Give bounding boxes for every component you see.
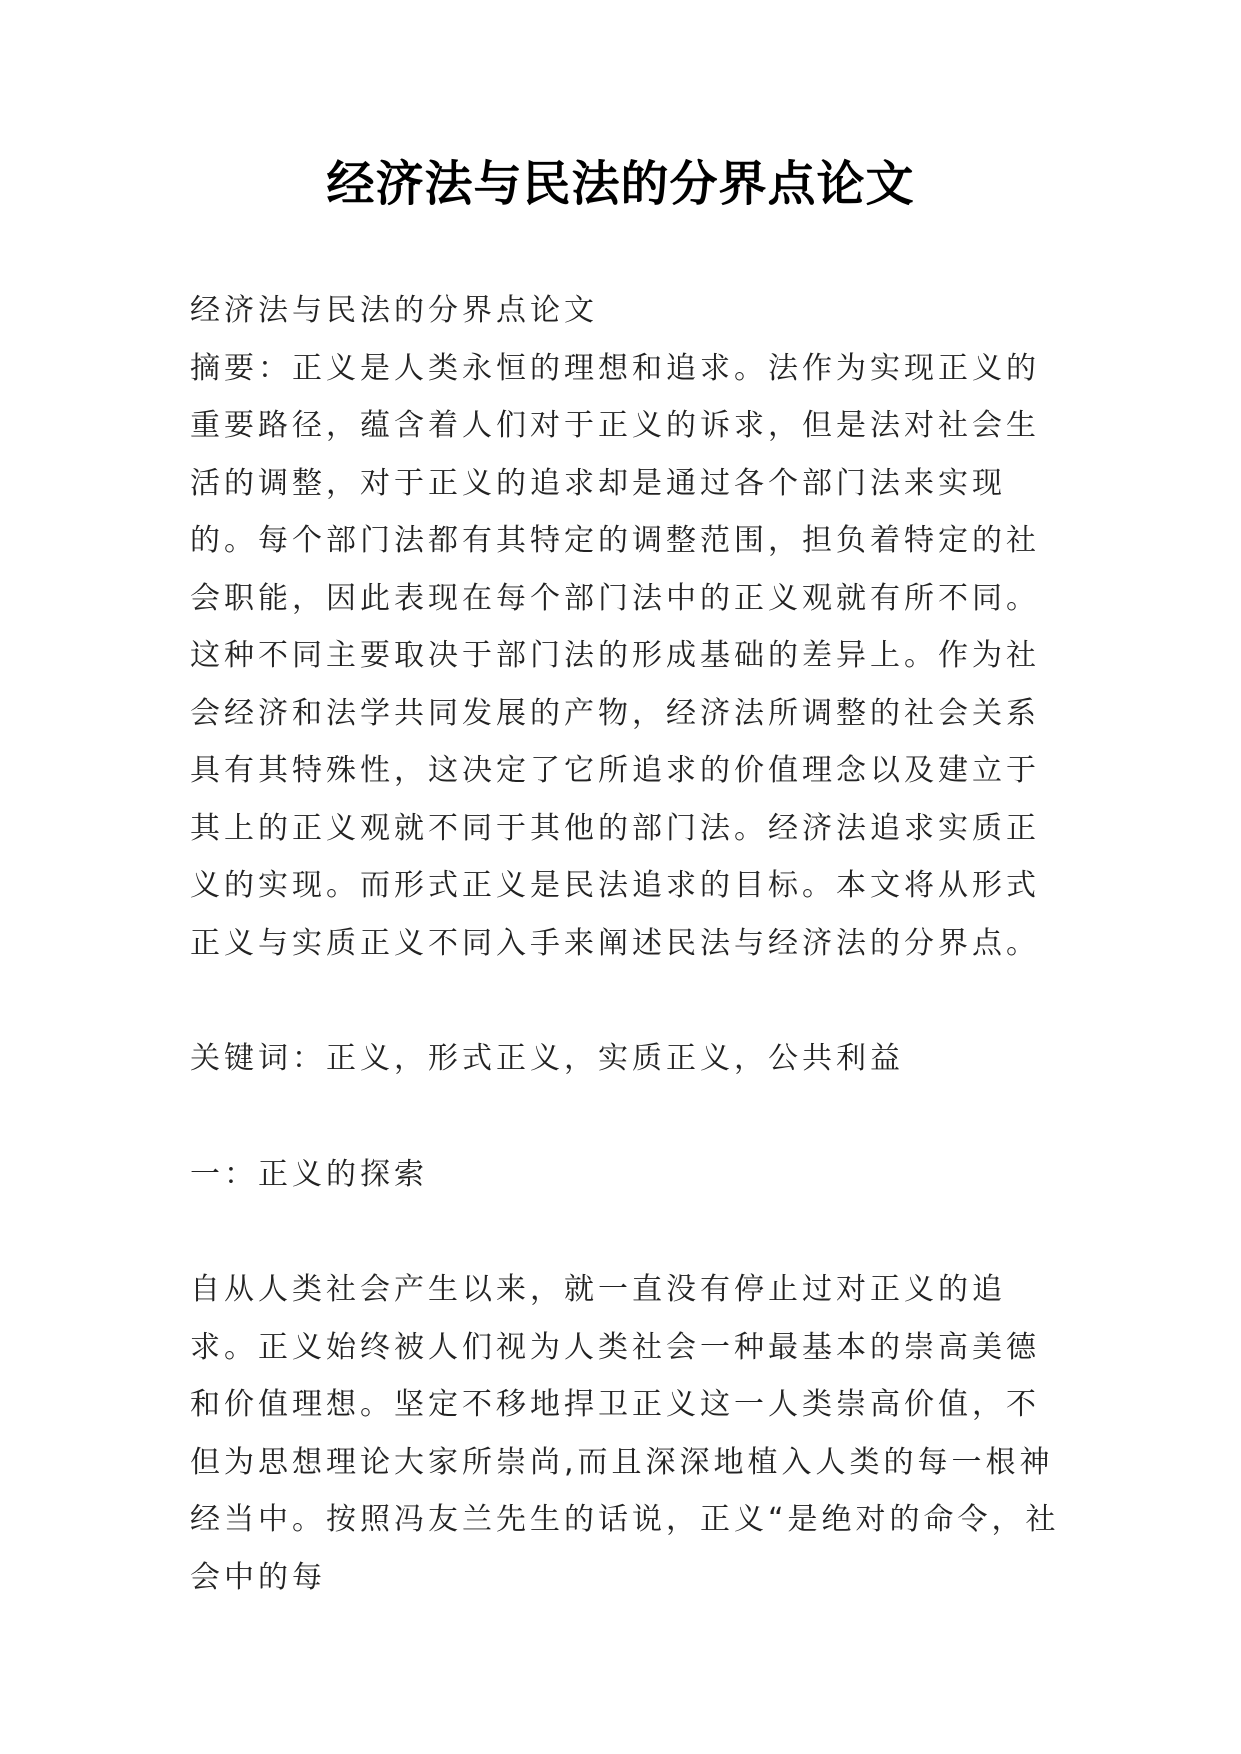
paragraph-spacer [190,972,1060,1030]
paragraph-spacer [190,1088,1060,1146]
abstract-paragraph: 摘要：正义是人类永恒的理想和追求。法作为实现正义的重要路径，蕴含着人们对于正义的诉求，但是法对社会生活的调整，对于正义的追求却是通过各个部门法来实现的。每个部门法都有其特定的调整范围，担负着特定的社会职能，因此表现在每个部门法中的正义观就有所不同。这种不同主要取决于部门法的形成基础的差异上。作为社会经济和法学共同发展的产物，经济法所调整的社会关系具有其特殊性，这决定了它所追求的价值理念以及建立于其上的正义观就不同于其他的部门法。经济法追求实质正义的实现。而形式正义是民法追求的目标。本文将从形式正义与实质正义不同入手来阐述民法与经济法的分界点。 [190,350,1040,961]
document-subtitle: 经济法与民法的分界点论文 [190,293,598,328]
document-title: 经济法与民法的分界点论文 [326,156,915,212]
document-body [190,282,1060,1606]
body-paragraph: 自从人类社会产生以来，就一直没有停止过对正义的追求。正义始终被人们视为人类社会一种最基本的崇高美德和价值理想。坚定不移地捍卫正义这一人类崇高价值，不但为思想理论大家所崇尚,而且深深地植入人类的每一根神经当中。按照冯友兰先生的话说，正义“是绝对的命令，社会中的每 [190,1272,1060,1595]
keywords-line: 关键词：正义，形式正义，实质正义，公共利益 [190,1041,904,1076]
section-heading: 一：正义的探索 [190,1156,428,1192]
paragraph-spacer [190,1203,1060,1261]
